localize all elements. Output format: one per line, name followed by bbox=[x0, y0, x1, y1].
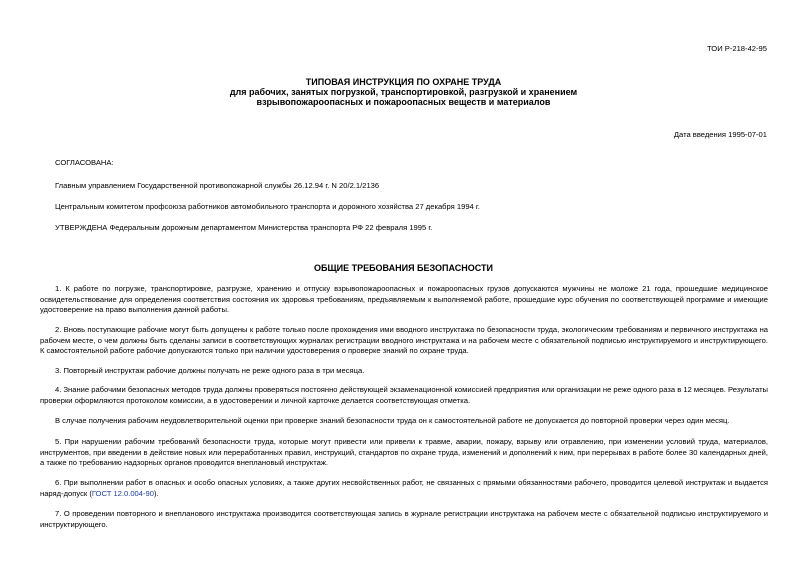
approval-line-2: Центральным комитетом профсоюза работников автомобильного транспорта и дорожного хозяйства 27 декабря 1994 г. bbox=[55, 202, 480, 211]
effective-date: Дата введения 1995-07-01 bbox=[673, 130, 767, 139]
paragraph-1: 1. К работе по погрузке, транспортировке, разгрузке, хранению и отпуску взрывопожароопасных и пожароопасных грузов допускаются мужчины не моложе 21 года, прошедшие медицинское освидетельствование для определения соответствия состояния их здоровья требованиям, предъявляемым к выполняемой работе, прошедшие курс обучения по соответствующей программе и имеющие удостоверение на право выполнения данной работы. bbox=[40, 284, 768, 314]
document-title bbox=[0, 77, 807, 107]
paragraph-2: 2. Вновь поступающие рабочие могут быть допущены к работе только после прохождения ими вводного инструктажа по безопасности труда, экологическим требованиям и первичного инструктажа на рабочем месте, о чем должны быть сделаны записи в соответствующих журналах регистрации вводного инструктажа и на рабочем месте с обязательной подписью инструктируемого и инструктирующего. К самостоятельной работе рабочие допускаются только при наличии удостоверения о проверке знаний по охране труда. bbox=[40, 325, 768, 355]
paragraph-6-text: 6. При выполнении работ в опасных и особо опасных условиях, а также других несвойственных работ, не связанных с прямыми обязанностями рабочего, проводится целевой инструктаж и выдается наряд-допуск bbox=[40, 478, 768, 498]
paragraph-3: 3. Повторный инструктаж рабочие должны получать не реже одного раза в три месяца. bbox=[55, 366, 365, 375]
section-heading: ОБЩИЕ ТРЕБОВАНИЯ БЕЗОПАСНОСТИ bbox=[313, 263, 494, 273]
paragraph-7: 7. О проведении повторного и внепланового инструктажа производится соответствующая запись в журнале регистрации инструктажа на рабочем месте с обязательной подписью инструктируемого и инструктирующего. bbox=[40, 509, 768, 529]
approval-line-3: УТВЕРЖДЕНА Федеральным дорожным департаментом Министерства транспорта РФ 22 февраля 1995 г. bbox=[55, 223, 433, 232]
paragraph-6: 6. При выполнении работ в опасных и особо опасных условиях, а также других несвойственных работ, не связанных с прямыми обязанностями рабочего, проводится целевой инструктаж и выдается наряд-допуск (ГОСТ 12.0.004-90). bbox=[40, 478, 768, 498]
paragraph-4b: В случае получения рабочим неудовлетворительной оценки при проверке знаний безопасности труда он к самостоятельной работе не допускается до повторной проверки через один месяц. bbox=[55, 416, 730, 425]
paragraph-4: 4. Знание рабочими безопасных методов труда должны проверяться постоянно действующей экзаменационной комиссией предприятия или организации не реже одного раза в 12 месяцев. Результаты проверки оформляются протоколом комиссии, а в удостоверении и личной карточке делается соответствующая отметка. bbox=[40, 385, 768, 405]
approvals-heading: СОГЛАСОВАНА: bbox=[55, 158, 114, 167]
title-line-1: ТИПОВАЯ ИНСТРУКЦИЯ ПО ОХРАНЕ ТРУДА bbox=[305, 77, 502, 87]
title-line-2: для рабочих, занятых погрузкой, транспортировкой, разгрузкой и хранением bbox=[229, 87, 578, 97]
approval-line-1: Главным управлением Государственной противопожарной службы 26.12.94 г. N 20/2.1/2136 bbox=[55, 181, 380, 190]
title-line-3: взрывопожароопасных и пожароопасных веществ и материалов bbox=[256, 97, 551, 107]
gost-link[interactable]: ГОСТ 12.0.004-90 bbox=[91, 488, 154, 498]
document-number: ТОИ Р-218-42-95 bbox=[707, 44, 767, 53]
paragraph-5: 5. При нарушении рабочим требований безопасности труда, которые могут привести или привели к травме, аварии, пожару, взрыву или отравлению, при изменении условий труда, материалов, инструментов, при введении в действие новых или переработанных правил, инструкций, стандартов по охране труда, изменений и дополнений к ним, при перерывах в работе более 30 календарных дней, а также по требованию надзорных органов проводится внеплановый инструктаж. bbox=[40, 437, 768, 467]
